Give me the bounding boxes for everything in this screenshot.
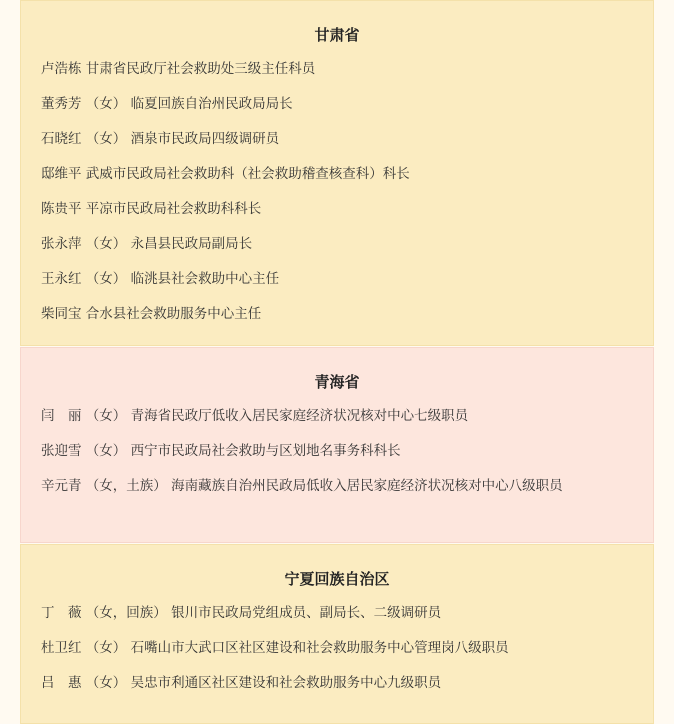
- name-list: [41, 602, 633, 695]
- list-item: 柴同宝 合水县社会救助服务中心主任: [41, 306, 262, 322]
- list-item: 丁 薇 （女，回族） 银川市民政局党组成员、副局长、二级调研员: [41, 605, 442, 621]
- section-ningxia: [20, 544, 654, 724]
- list-item: 陈贵平 平凉市民政局社会救助科科长: [41, 201, 262, 217]
- section-title: 青海省: [314, 373, 360, 391]
- section-qinghai: [20, 347, 654, 543]
- section-title: 甘肃省: [314, 26, 360, 44]
- list-item: 杜卫红 （女） 石嘴山市大武口区社区建设和社会救助服务中心管理岗八级职员: [41, 640, 509, 656]
- list-item: 吕 惠 （女） 吴忠市利通区社区建设和社会救助服务中心九级职员: [41, 675, 442, 691]
- list-item: 张迎雪 （女） 西宁市民政局社会救助与区划地名事务科科长: [41, 443, 401, 459]
- list-item: 闫 丽 （女） 青海省民政厅低收入居民家庭经济状况核对中心七级职员: [41, 408, 469, 424]
- name-list: [41, 405, 633, 498]
- list-item: 辛元青 （女，土族） 海南藏族自治州民政局低收入居民家庭经济状况核对中心八级职员: [41, 478, 563, 494]
- section-title: 宁夏回族自治区: [284, 570, 390, 588]
- name-list: [41, 58, 633, 326]
- list-item: 邸维平 武威市民政局社会救助科（社会救助稽查核查科）科长: [41, 166, 410, 182]
- list-item: 卢浩栋 甘肃省民政厅社会救助处三级主任科员: [41, 61, 316, 77]
- list-item: 王永红 （女） 临洮县社会救助中心主任: [41, 271, 280, 287]
- list-item: 张永萍 （女） 永昌县民政局副局长: [41, 236, 253, 252]
- list-item: 石晓红 （女） 酒泉市民政局四级调研员: [41, 131, 280, 147]
- section-gansu: [20, 0, 654, 346]
- list-item: 董秀芳 （女） 临夏回族自治州民政局局长: [41, 96, 293, 112]
